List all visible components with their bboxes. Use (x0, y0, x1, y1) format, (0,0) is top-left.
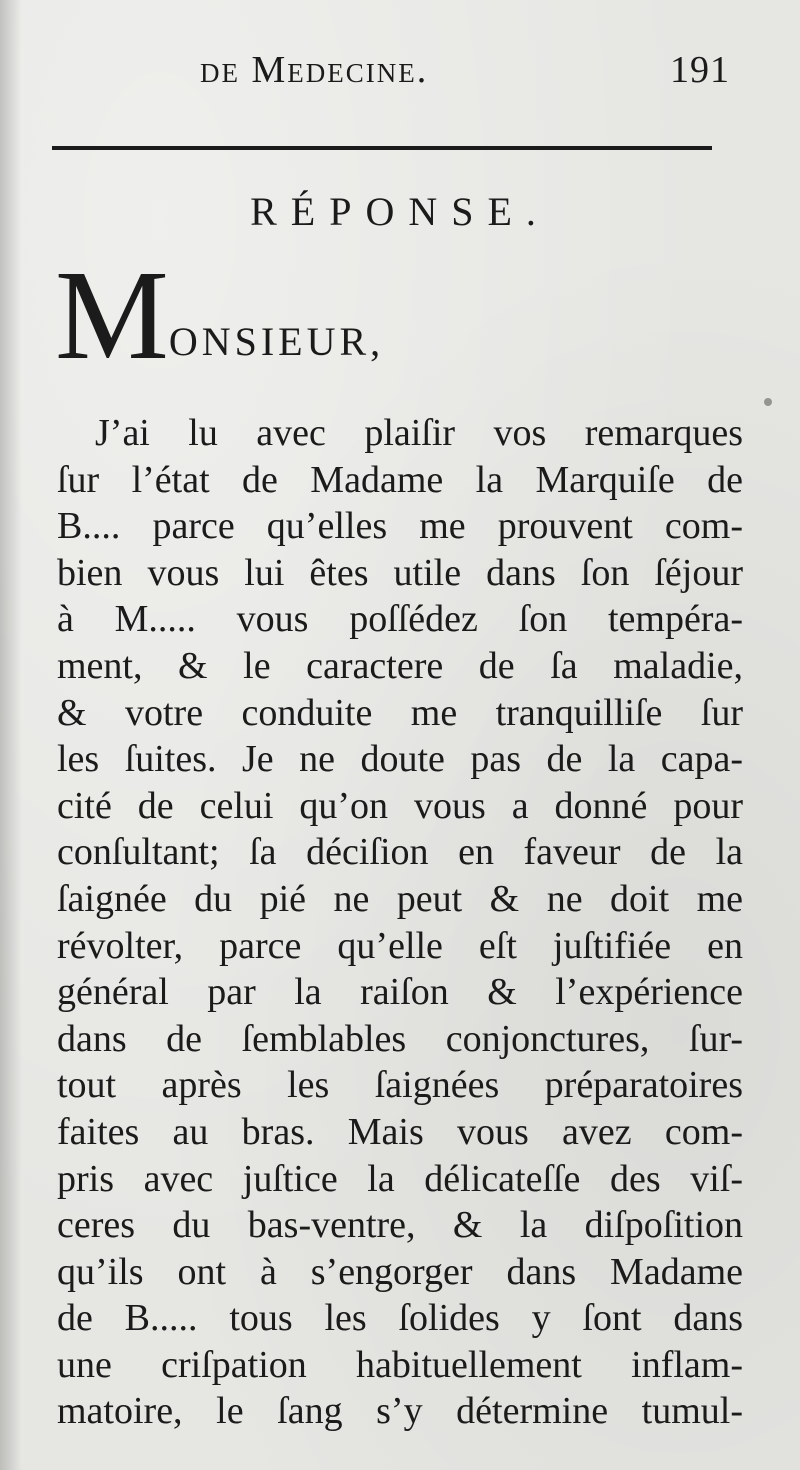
text-line: ment, & le caractere de ſa maladie, (57, 644, 743, 687)
text-line: ceres du bas-ventre, & la diſpoſition (57, 1204, 743, 1247)
section-heading: RÉPONSE. (250, 189, 550, 234)
text-line: B.... parce qu’elles me prouvent com- (57, 505, 743, 548)
header-rule (52, 146, 712, 150)
text-line: ſaignée du pié ne peut & ne doit me (57, 877, 743, 920)
salutation-text: ONSIEUR, (168, 319, 385, 364)
drop-cap: M (55, 244, 169, 386)
page-number: 191 (670, 49, 730, 91)
text-line: pris avec juſtice la délicateſſe des viſ- (57, 1157, 743, 1200)
ink-speck (764, 398, 772, 406)
text-line: révolter, parce qu’elle eſt juſtifiée en (57, 924, 743, 967)
text-line: matoire, le ſang s’y détermine tumul- (57, 1390, 743, 1433)
text-line: conſultant; ſa déciſion en faveur de la (57, 831, 743, 874)
text-line: les ſuites. Je ne doute pas de la capa- (57, 738, 743, 781)
letter-body (57, 410, 743, 1435)
text-line: bien vous lui êtes utile dans ſon ſéjour (57, 551, 743, 594)
text-line: qu’ils ont à s’engorger dans Madame (57, 1250, 743, 1293)
text-line: & votre conduite me tranquilliſe ſur (57, 691, 743, 734)
text-line: dans de ſemblables conjonctures, ſur- (57, 1017, 743, 1060)
text-line: cité de celui qu’on vous a donné pour (57, 784, 743, 827)
text-line: tout après les ſaignées préparatoires (57, 1064, 743, 1107)
text-line: faites au bras. Mais vous avez com- (57, 1110, 743, 1153)
text-line: de B..... tous les ſolides y ſont dans (57, 1297, 743, 1340)
salutation (55, 244, 385, 386)
running-title: de Medecine. (200, 49, 429, 91)
page-header (200, 48, 730, 98)
text-line: une criſpation habituellement inflam- (57, 1343, 743, 1386)
text-line: à M..... vous poſſédez ſon tempéra- (57, 598, 743, 641)
text-line: général par la raiſon & l’expérience (57, 971, 743, 1014)
text-line: J’ai lu avec plaiſir vos remarques (95, 412, 743, 454)
text-line: ſur l’état de Madame la Marquiſe de (57, 458, 743, 501)
